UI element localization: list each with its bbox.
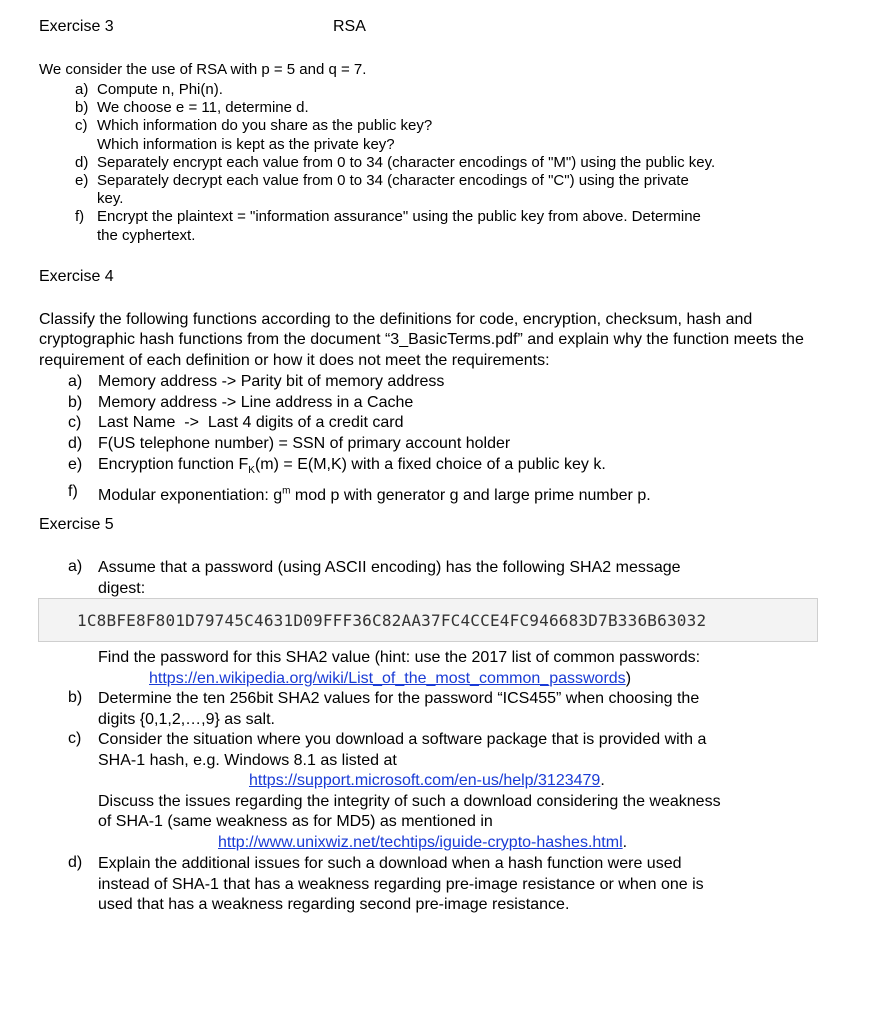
list-item-text: Memory address -> Parity bit of memory address xyxy=(98,373,445,390)
list-item-text: Last Name -> Last 4 digits of a credit card xyxy=(98,414,404,432)
text-line: Explain the additional issues for such a download when a hash function were used xyxy=(98,855,682,872)
list-item xyxy=(44,117,834,153)
text-line: Determine the ten 256bit SHA2 values for the password “ICS455” when choosing the xyxy=(98,690,700,707)
text-fragment: Modular exponentiation: g xyxy=(98,487,283,505)
text-line: digest: xyxy=(98,579,146,597)
exercise-4-list xyxy=(39,372,829,507)
link-line xyxy=(98,669,818,690)
exercise-5c-text xyxy=(98,730,818,853)
list-marker: d) xyxy=(75,153,89,171)
text-fragment: mod p with generator g and large prime number p. xyxy=(290,487,651,505)
exercise-5b-text xyxy=(98,689,818,730)
list-marker: a) xyxy=(75,81,89,98)
microsoft-support-link[interactable]: https://support.microsoft.com/en-us/help/3123479 xyxy=(249,772,601,789)
sha2-digest: 1C8BFE8F801D79745C4631D09FFF36C82AA37FC4CCE4FC946683D7B336B63032 xyxy=(77,611,707,630)
list-item xyxy=(44,172,834,208)
text-line: SHA-1 hash, e.g. Windows 8.1 as listed at xyxy=(98,751,397,769)
exercise-3-intro: We consider the use of RSA with p = 5 and q = 7. xyxy=(39,61,367,78)
list-item-text: Separately decrypt each value from 0 to 34 (character encodings of "C") using the private xyxy=(97,172,689,190)
text-line: used that has a weakness regarding second pre-image resistance. xyxy=(98,896,570,913)
list-marker: b) xyxy=(68,689,83,706)
list-item xyxy=(39,413,829,434)
exercise-4-description: Classify the following functions according to the definitions for code, encryption, checksum, hash and cryptographic hash functions from the document “3_BasicTerms.pdf” and explain why the function meets the requirement of each definition or how it does not meet the requirements: xyxy=(39,311,804,369)
list-item-text xyxy=(98,487,651,504)
list-item xyxy=(39,393,829,414)
text-fragment: ) xyxy=(625,669,632,687)
list-marker: e) xyxy=(68,455,83,473)
list-marker: e) xyxy=(75,172,89,190)
text-line: of SHA-1 (same weakness as for MD5) as mentioned in xyxy=(98,813,493,830)
list-marker: f) xyxy=(75,208,85,226)
list-item xyxy=(39,372,829,393)
text-line: Find the password for this SHA2 value (hint: use the 2017 list of common passwords: xyxy=(98,649,701,666)
list-marker: a) xyxy=(68,558,83,575)
hash-code-box xyxy=(38,598,818,642)
exercise-3-list xyxy=(44,81,834,245)
list-item-text: Which information is kept as the private key? xyxy=(97,135,395,153)
list-marker: b) xyxy=(75,99,89,117)
list-item-text xyxy=(98,455,606,476)
list-item xyxy=(44,81,834,99)
list-item xyxy=(39,455,829,482)
link-line xyxy=(98,833,818,854)
text-fragment: Encryption function F xyxy=(98,455,249,473)
text-fragment: . xyxy=(600,772,605,789)
list-item xyxy=(39,482,829,507)
exercise-5-heading: Exercise 5 xyxy=(39,516,114,533)
link-line xyxy=(98,771,818,792)
exercise-4-heading: Exercise 4 xyxy=(39,268,114,285)
list-marker: a) xyxy=(68,373,83,390)
exercise-3-title: RSA xyxy=(333,18,366,35)
list-item-text: We choose e = 11, determine d. xyxy=(97,99,309,117)
list-marker: c) xyxy=(68,414,82,432)
list-marker: f) xyxy=(68,482,78,500)
list-item-text: Memory address -> Line address in a Cache xyxy=(98,393,414,411)
list-item-text: Separately encrypt each value from 0 to 34 (character encodings of "M") using the public key. xyxy=(97,153,716,171)
list-marker: c) xyxy=(68,730,82,747)
text-line: Assume that a password (using ASCII encoding) has the following SHA2 message xyxy=(98,559,681,576)
list-item-text: the cyphertext. xyxy=(97,226,196,244)
list-marker: d) xyxy=(68,435,83,453)
wikipedia-passwords-link[interactable]: https://en.wikipedia.org/wiki/List_of_the_most_common_passwords xyxy=(149,669,626,687)
superscript: m xyxy=(282,485,291,497)
list-item xyxy=(44,99,834,117)
text-line: Discuss the issues regarding the integrity of such a download considering the weakness xyxy=(98,792,721,810)
text-line: instead of SHA-1 that has a weakness regarding pre-image resistance or when one is xyxy=(98,875,704,893)
list-marker: b) xyxy=(68,393,83,411)
text-fragment: . xyxy=(622,833,628,851)
text-line: digits {0,1,2,…,9} as salt. xyxy=(98,710,275,728)
exercise-5a-after xyxy=(98,648,818,689)
list-item-text: F(US telephone number) = SSN of primary account holder xyxy=(98,435,511,453)
unixwiz-crypto-hashes-link[interactable]: http://www.unixwiz.net/techtips/iguide-crypto-hashes.html xyxy=(218,833,623,851)
text-line: Consider the situation where you download a software package that is provided with a xyxy=(98,731,707,748)
text-fragment: (m) = E(M,K) with a fixed choice of a public key k. xyxy=(254,455,606,473)
list-item xyxy=(44,154,834,172)
list-item-text: Encrypt the plaintext = "information assurance" using the public key from above. Determine xyxy=(97,208,701,226)
list-marker: d) xyxy=(68,854,83,871)
list-item-text: key. xyxy=(97,190,124,208)
exercise-3-heading: Exercise 3 xyxy=(39,18,114,35)
exercise-5d-text xyxy=(98,854,818,916)
list-item xyxy=(39,434,829,455)
list-item xyxy=(44,208,834,244)
list-item-text: Which information do you share as the public key? xyxy=(97,117,433,135)
list-marker: c) xyxy=(75,117,88,135)
exercise-5a-text xyxy=(98,558,818,599)
list-item-text: Compute n, Phi(n). xyxy=(97,81,223,98)
subscript: K xyxy=(248,465,255,476)
